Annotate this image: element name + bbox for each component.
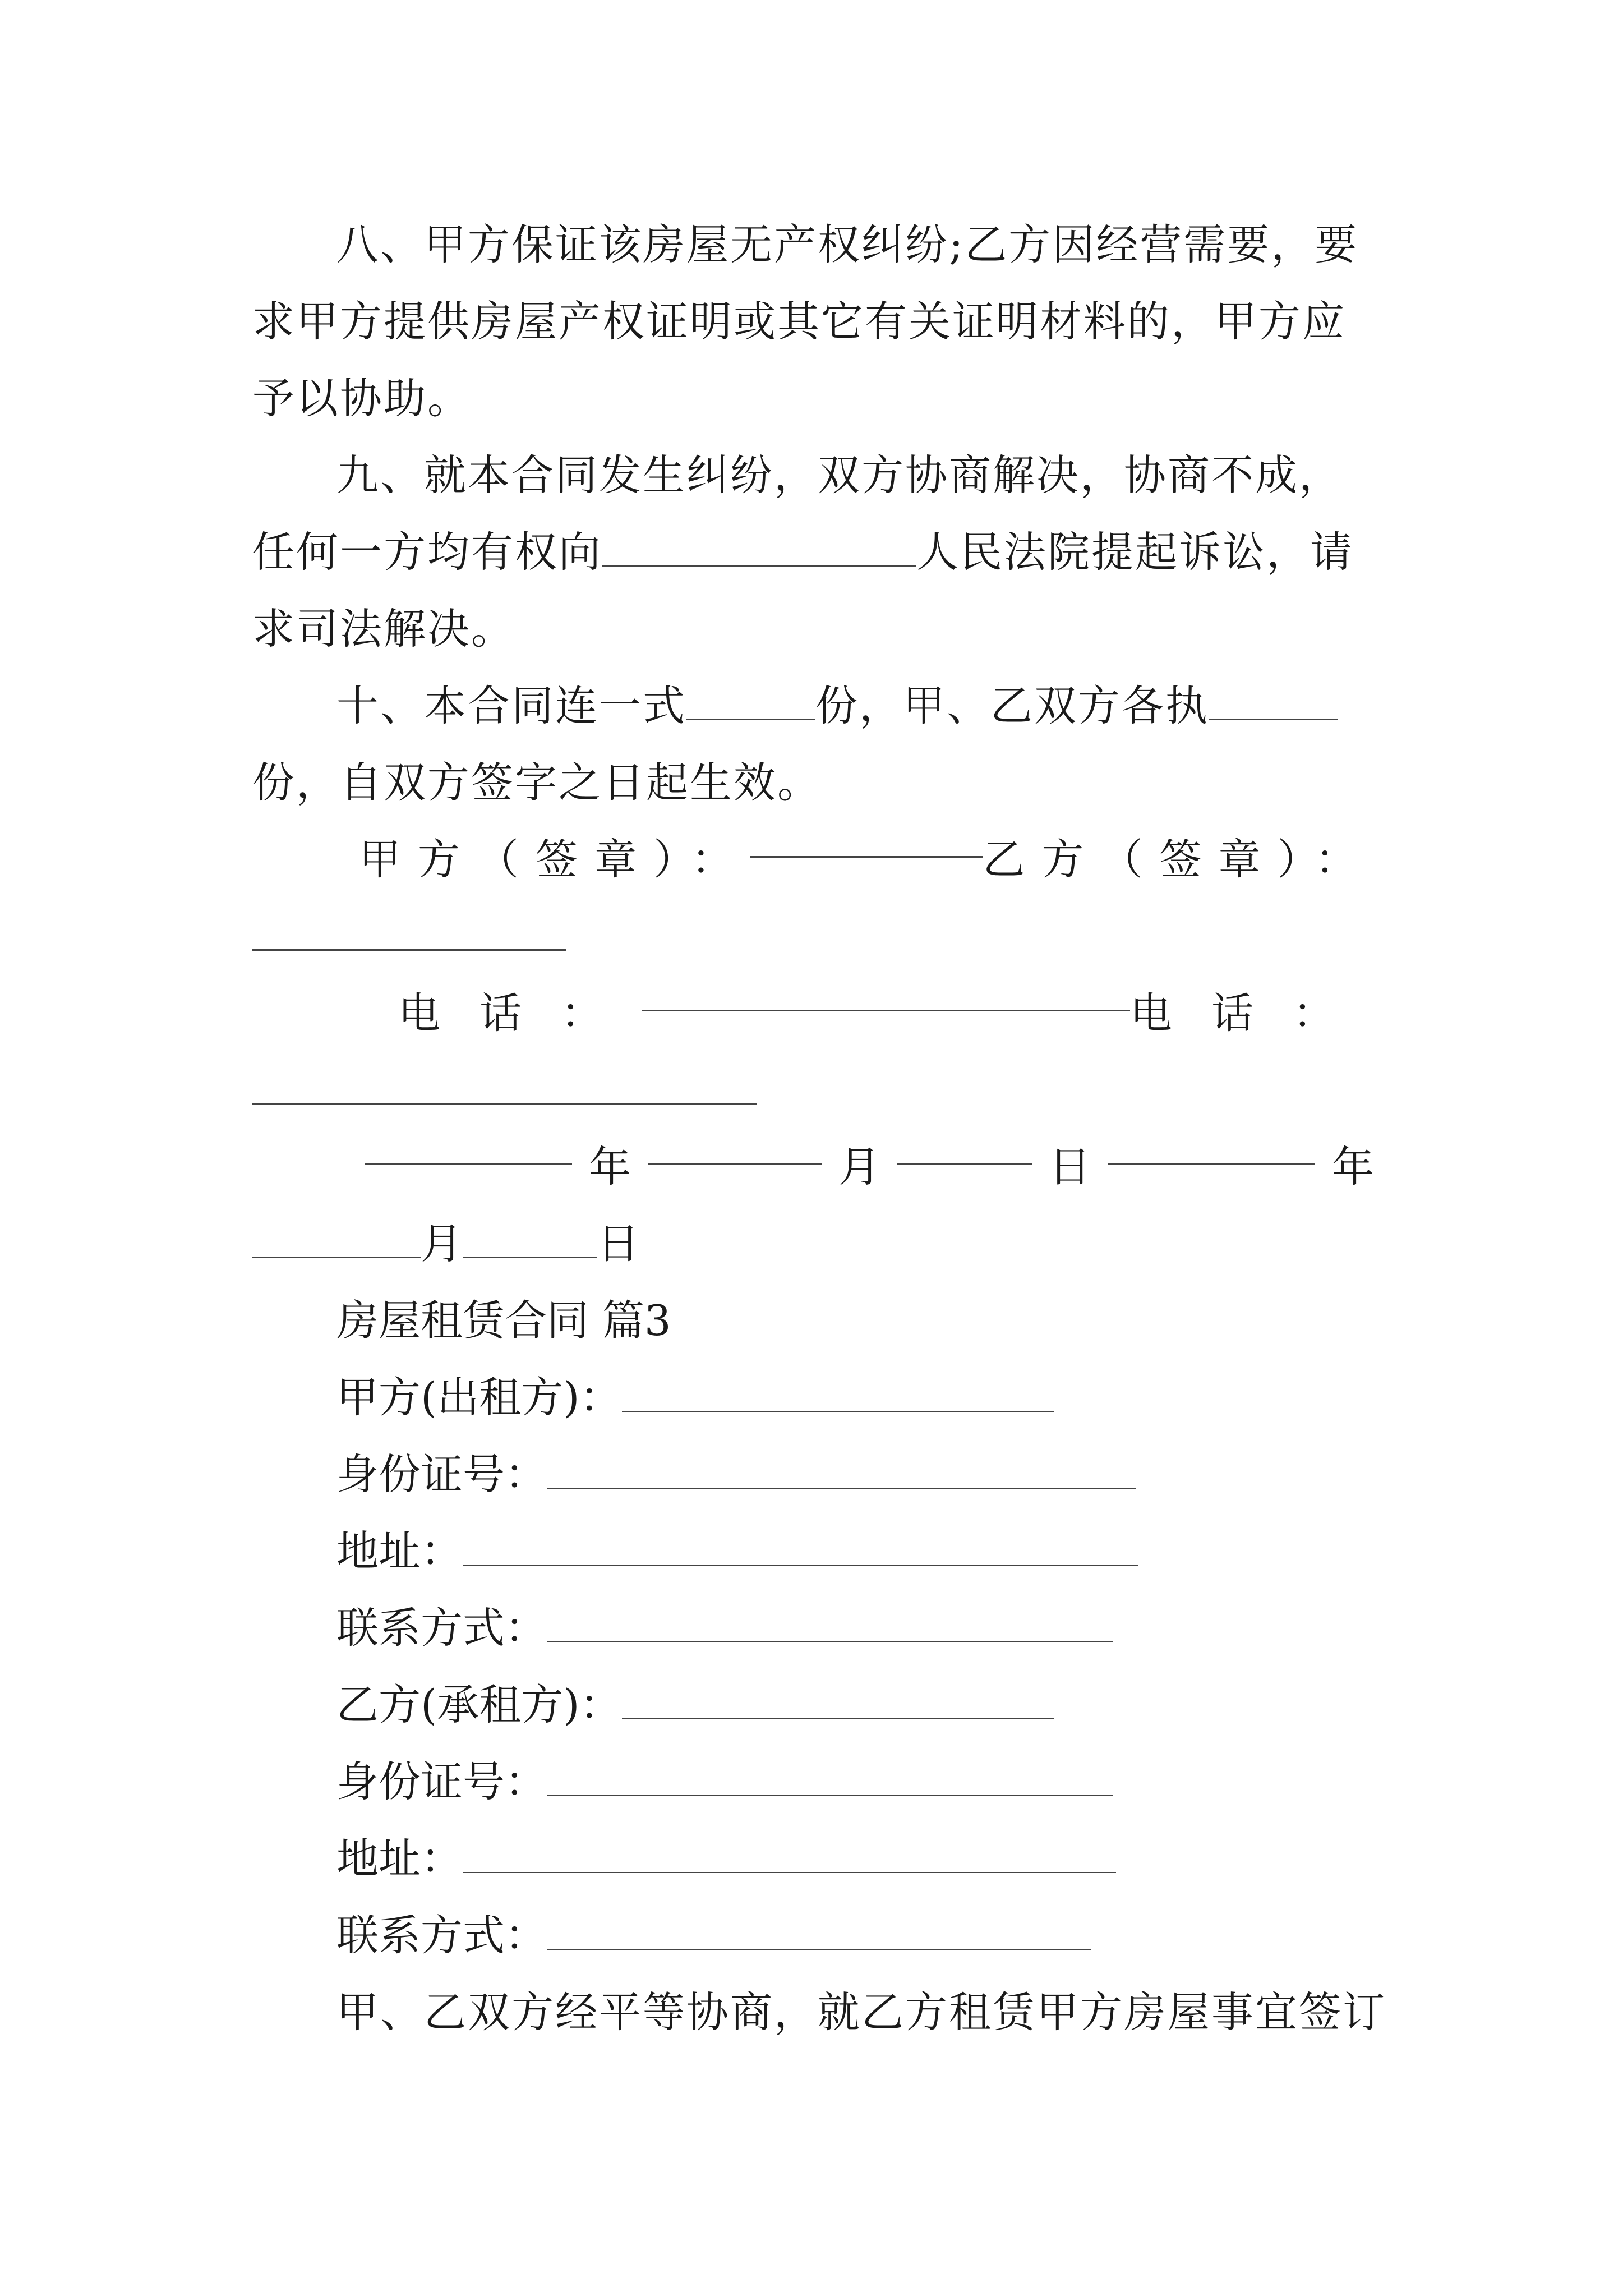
field-label: 地址： <box>336 1526 463 1576</box>
field-label: 乙方(承租方)： <box>336 1680 622 1729</box>
field-blank <box>547 1760 1113 1796</box>
month-a-blank <box>648 1129 822 1165</box>
field-label: 联系方式： <box>336 1603 547 1653</box>
phone-b-blank <box>252 1068 757 1105</box>
lessor-name-field <box>336 1359 1054 1436</box>
field-label: 联系方式： <box>336 1911 547 1960</box>
party-b-sign-label: 乙方（签章）： <box>983 835 1374 884</box>
month-b-label: 月 <box>421 1219 463 1268</box>
phone-row <box>252 975 1374 1052</box>
date-row-2 <box>252 1205 639 1282</box>
year-b-blank <box>1108 1129 1315 1165</box>
party-a-sign-label: 甲方（签章）： <box>359 835 750 884</box>
field-label: 身份证号： <box>336 1757 547 1806</box>
field-blank <box>622 1683 1054 1719</box>
lessee-name-field <box>336 1667 1054 1743</box>
lessee-id-field <box>336 1743 1113 1820</box>
year-b-label: 年 <box>1331 1142 1374 1191</box>
field-label: 身份证号： <box>336 1450 547 1499</box>
day-a-blank <box>897 1129 1032 1165</box>
year-a-blank <box>365 1129 572 1165</box>
phone-a-blank <box>642 975 1130 1011</box>
phone-b-line <box>252 1052 757 1129</box>
contract-intro: 甲、乙双方经平等协商，就乙方租赁甲方房屋事宜签订 <box>336 1987 1387 2037</box>
clause-9 <box>252 437 1374 668</box>
lessee-contact-field <box>336 1897 1091 1974</box>
lessor-address-field <box>336 1513 1138 1590</box>
phone-a-label: 电话： <box>398 988 643 1038</box>
field-blank <box>547 1453 1136 1489</box>
lessee-address-field <box>336 1820 1116 1897</box>
clause-8: 八、甲方保证该房屋无产权纠纷;乙方因经营需要，要求甲方提供房屋产权证明或其它有关证明材料的，甲方应予以协助。 <box>252 220 1359 423</box>
party-b-sign-line <box>252 898 566 975</box>
month-b-blank <box>252 1222 421 1258</box>
field-blank <box>463 1837 1116 1873</box>
clause-10-text-d: 自双方签字之日起生效。 <box>340 758 822 807</box>
day-b-blank <box>463 1222 597 1258</box>
field-label: 甲方(出租方)： <box>336 1373 622 1422</box>
clause-10 <box>252 668 1374 821</box>
section-title: 房屋租赁合同 篇3 <box>336 1296 671 1345</box>
clause-9-text-before: 九、就本合同发生纠纷，双方协商解决，协商不成，任何一方均有权向 <box>252 450 1343 577</box>
copies-total-blank <box>686 684 815 720</box>
field-blank <box>547 1607 1113 1642</box>
party-a-sign-blank <box>750 821 983 858</box>
lessor-id-field <box>336 1436 1136 1513</box>
party-b-sign-blank <box>252 914 566 951</box>
clause-9-text-after: 人民法院提起诉讼，请求司法解决。 <box>252 527 1354 654</box>
month-a-label: 月 <box>838 1142 880 1191</box>
copies-each-blank <box>1209 684 1338 720</box>
clause-10-text-a: 十、本合同连一式 <box>336 681 687 730</box>
field-blank <box>547 1914 1091 1950</box>
field-blank <box>463 1530 1138 1566</box>
day-b-label: 日 <box>597 1219 640 1268</box>
phone-b-label: 电话： <box>1129 988 1374 1038</box>
field-label: 地址： <box>336 1834 463 1883</box>
signature-row <box>252 821 1374 898</box>
date-row <box>252 1129 1374 1205</box>
day-a-label: 日 <box>1048 1142 1091 1191</box>
court-blank <box>602 530 916 567</box>
year-a-label: 年 <box>588 1142 631 1191</box>
clause-10-text-c: 份， <box>252 758 340 807</box>
field-blank <box>622 1376 1054 1412</box>
clause-10-text-b: 份，甲、乙双方各执 <box>815 681 1210 730</box>
lessor-contact-field <box>336 1590 1113 1667</box>
